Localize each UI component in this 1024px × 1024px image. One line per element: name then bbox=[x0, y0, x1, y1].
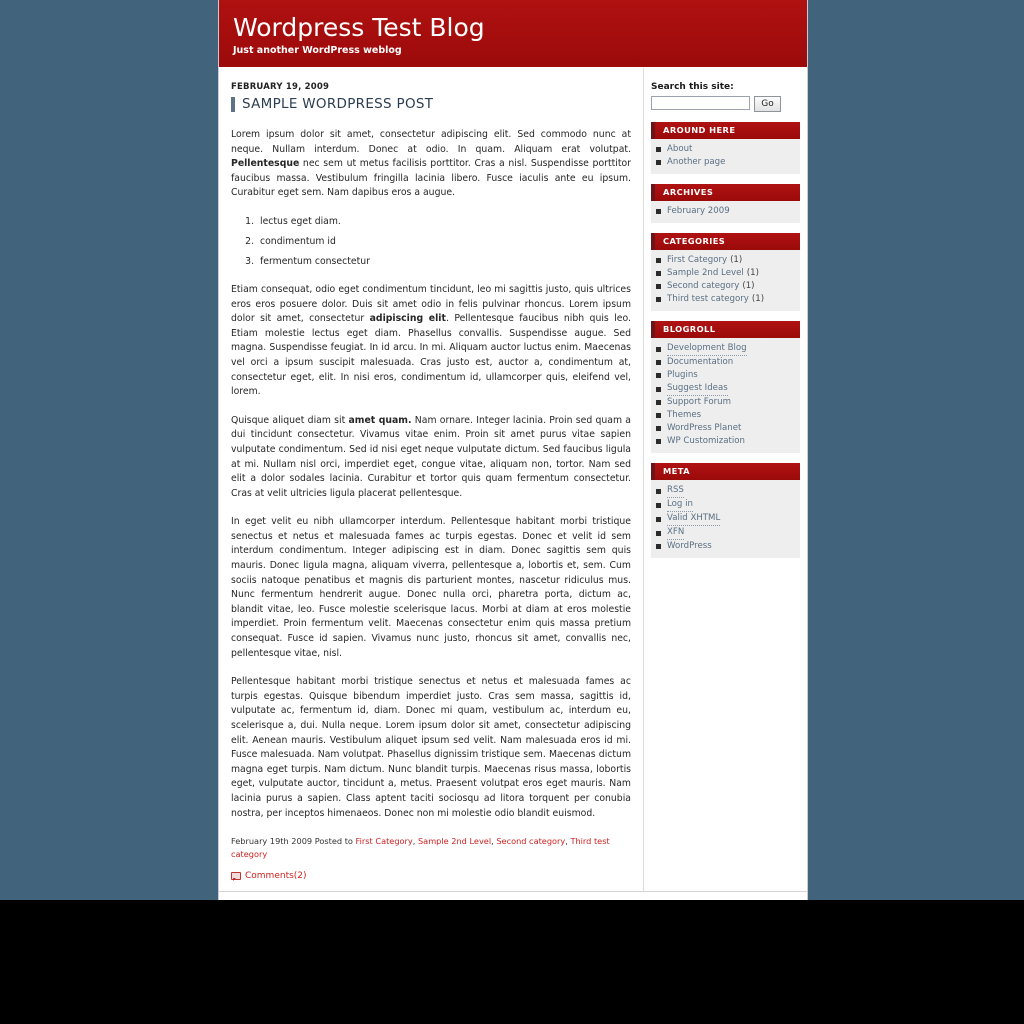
paragraph-text: nec sem ut metus facilisis porttitor. Cras a nisl. Suspendisse porttitor faucibus massa. Vestibulum fringilla lacinia libero. Fusce iaculis ante eu ipsum. Curabitur eget sem. Nam dapibus eros a augue. bbox=[231, 158, 631, 199]
widget-title: BLOGROLL bbox=[651, 321, 800, 338]
widget-list-item bbox=[651, 143, 800, 156]
comment-bubble-icon bbox=[231, 872, 241, 880]
widget-link[interactable]: WordPress bbox=[667, 541, 712, 551]
widget-link[interactable]: Support Forum bbox=[667, 397, 731, 407]
search-label: Search this site: bbox=[651, 82, 734, 92]
widget-link[interactable]: Valid XHTML bbox=[667, 512, 720, 526]
paragraph-text: Lorem ipsum dolor sit amet, consectetur adipiscing elit. Sed commodo nunc at neque. Nullam interdum. Donec at odio. In quam. Aliquam erat volutpat. bbox=[231, 129, 631, 155]
site-title: Wordpress Test Blog bbox=[233, 13, 485, 42]
widget-title: AROUND HERE bbox=[651, 122, 800, 139]
bullet-square-icon bbox=[656, 544, 661, 549]
post-date: FEBRUARY 19, 2009 bbox=[231, 82, 330, 92]
meta-separator: , bbox=[412, 836, 418, 847]
widget-link-count: (1) bbox=[746, 268, 759, 278]
widget-link[interactable]: Documentation bbox=[667, 357, 734, 367]
widget-link[interactable]: Plugins bbox=[667, 370, 698, 380]
widget-title: CATEGORIES bbox=[651, 233, 800, 250]
widget-title: ARCHIVES bbox=[651, 184, 800, 201]
post-title: SAMPLE WORDPRESS POST bbox=[242, 96, 434, 112]
bullet-square-icon bbox=[656, 517, 661, 522]
list-item: 1. lectus eget diam. bbox=[257, 215, 631, 229]
bullet-square-icon bbox=[656, 360, 661, 365]
widget-list-item bbox=[651, 409, 800, 422]
search-input[interactable] bbox=[651, 96, 750, 110]
widget-list-item bbox=[651, 512, 800, 526]
bullet-square-icon bbox=[656, 209, 661, 214]
bullet-square-icon bbox=[656, 271, 661, 276]
meta-category-link[interactable]: Sample 2nd Level bbox=[417, 836, 492, 847]
site-tagline: Just another WordPress weblog bbox=[233, 45, 402, 56]
bullet-square-icon bbox=[656, 147, 661, 152]
paragraph-bold: adipiscing elit bbox=[369, 313, 446, 325]
bullet-square-icon bbox=[656, 400, 661, 405]
list-item: 3. fermentum consectetur bbox=[257, 255, 631, 269]
post-meta bbox=[231, 835, 631, 861]
bullet-square-icon bbox=[656, 413, 661, 418]
widget-title: META bbox=[651, 463, 800, 480]
meta-separator: , bbox=[491, 836, 497, 847]
widget-link[interactable]: First Category bbox=[667, 255, 728, 265]
widget-link[interactable]: Log in bbox=[667, 498, 693, 512]
widget-list-item bbox=[651, 396, 800, 409]
widget-list bbox=[651, 254, 800, 306]
post-title-wrapper bbox=[231, 97, 631, 112]
bullet-square-icon bbox=[656, 489, 661, 494]
paragraph-text: Nam ornare. Integer lacinia. Proin sed quam a dui tincidunt consectetur. Vivamus vitae enim. Proin sit amet purus vitae sapien vulputate condimentum. Sed id nisi eget neque vulputate dictum. Sed faucibus ligula at mi. Nullam nisl orci, imperdiet eget, congue vitae, aliquam non, tortor. Nam sed elit a dolor sodales lacinia. Curabitur et tortor quis quam fermentum consectetur. Cras at velit ultricies ligula placerat pellentesque. bbox=[231, 414, 631, 499]
paragraph-text: . Pellentesque faucibus nibh quis leo. Etiam molestie lectus eget diam. Phasellus convallis. Suspendisse augue. Sed magna. Suspendisse feugiat. In id arcu. In mi. Aliquam auctor luctus enim. Maecenas vel orci a ipsum suscipit malesuada. Cras justo est, auctor a, condimentum at, consectetur eget, elit. In nisi eros, condimentum id, ullamcorper quis, eleifend vel, lorem. bbox=[231, 313, 631, 398]
paragraph-bold: amet quam. bbox=[348, 414, 412, 426]
widget-list-item bbox=[651, 293, 800, 306]
sidebar-widget bbox=[651, 233, 800, 311]
bullet-square-icon bbox=[656, 373, 661, 378]
widget-link-count: (1) bbox=[742, 281, 755, 291]
bullet-square-icon bbox=[656, 284, 661, 289]
widget-body bbox=[651, 139, 800, 174]
sidebar-widget bbox=[651, 122, 800, 174]
comments-line bbox=[231, 871, 631, 881]
widget-body bbox=[651, 201, 800, 223]
widget-list-item bbox=[651, 435, 800, 448]
widget-list-item bbox=[651, 484, 800, 498]
main-content bbox=[219, 68, 643, 891]
meta-category-link[interactable]: Third test category bbox=[231, 836, 610, 860]
bullet-square-icon bbox=[656, 387, 661, 392]
meta-category-link[interactable]: Second category bbox=[496, 836, 566, 847]
widget-link[interactable]: Third test category bbox=[667, 294, 749, 304]
widget-list-item bbox=[651, 422, 800, 435]
widget-link[interactable]: XFN bbox=[667, 526, 684, 540]
widget-link[interactable]: WordPress Planet bbox=[667, 423, 742, 433]
widget-list-item bbox=[651, 280, 800, 293]
widget-list-item bbox=[651, 540, 800, 553]
meta-category-link[interactable]: First Category bbox=[355, 836, 413, 847]
post-ordered-list bbox=[231, 215, 631, 269]
sidebar-widget bbox=[651, 463, 800, 558]
sidebar bbox=[644, 68, 807, 891]
widget-list bbox=[651, 205, 800, 218]
bullet-square-icon bbox=[656, 347, 661, 352]
widget-list-item bbox=[651, 205, 800, 218]
post-body bbox=[231, 128, 631, 821]
post-paragraph-3 bbox=[231, 414, 631, 502]
widget-link[interactable]: RSS bbox=[667, 484, 684, 498]
post-paragraph-2 bbox=[231, 283, 631, 400]
search-form bbox=[651, 96, 800, 112]
widget-list-item bbox=[651, 498, 800, 512]
bullet-square-icon bbox=[656, 439, 661, 444]
widget-body bbox=[651, 480, 800, 558]
widget-list-item bbox=[651, 156, 800, 169]
bullet-square-icon bbox=[656, 503, 661, 508]
widget-link[interactable]: Second category bbox=[667, 281, 740, 291]
widget-link[interactable]: Development Blog bbox=[667, 342, 747, 356]
page-columns bbox=[219, 68, 807, 891]
widget-list-item bbox=[651, 382, 800, 396]
paragraph-text: Quisque aliquet diam sit bbox=[231, 414, 349, 426]
post-paragraph-1 bbox=[231, 128, 631, 201]
title-accent-bar bbox=[231, 97, 235, 112]
list-item: 2. condimentum id bbox=[257, 235, 631, 249]
widget-link[interactable]: Sample 2nd Level bbox=[667, 268, 744, 278]
sidebar-widget bbox=[651, 184, 800, 223]
widget-list bbox=[651, 342, 800, 448]
screen-letterbox bbox=[0, 900, 1024, 1024]
widget-link-count: (1) bbox=[751, 294, 765, 304]
widget-list-item bbox=[651, 369, 800, 382]
meta-separator: , bbox=[565, 836, 571, 847]
widget-body bbox=[651, 338, 800, 453]
widget-link[interactable]: WP Customization bbox=[667, 436, 745, 446]
widget-link[interactable]: February 2009 bbox=[667, 206, 730, 216]
sidebar-widget bbox=[651, 321, 800, 453]
widget-list-item bbox=[651, 356, 800, 369]
bullet-square-icon bbox=[656, 297, 661, 302]
post-meta-prefix: February 19th 2009 Posted to bbox=[231, 836, 356, 847]
blog-page bbox=[218, 0, 808, 921]
post-paragraph-4: In eget velit eu nibh ullamcorper interdum. Pellentesque habitant morbi tristique senectus et netus et malesuada fames ac turpis egestas. Donec et velit id sem interdum condimentum. Integer adipiscing est in diam. Donec sagittis sem quis mauris. Donec ligula magna, aliquam viverra, pellentesque a, lobortis et, sem. Cum sociis natoque penatibus et magnis dis parturient montes, nascetur ridiculus mus. Nunc fermentum hendrerit augue. Donec nulla orci, pharetra porta, dictum ac, blandit vitae, leo. Fusce molestie scelerisque lacus. Morbi at diam at eros molestie imperdiet. Proin fermentum velit. Maecenas consectetur enim quis massa pretium consequat. Fusce id sapien. Vivamus nunc justo, rhoncus sit amet, convallis nec, pellentesque vitae, nisl. bbox=[231, 516, 631, 659]
bullet-square-icon bbox=[656, 258, 661, 263]
search-go-button[interactable]: Go bbox=[754, 96, 781, 112]
widget-list-item bbox=[651, 342, 800, 356]
widget-link[interactable]: Themes bbox=[667, 410, 702, 420]
widget-link-count: (1) bbox=[730, 255, 743, 265]
paragraph-text: Etiam consequat, odio eget condimentum tincidunt, leo mi sagittis justo, quis ultrices eros eros posuere dolor. Duis sit amet odio in felis pulvinar rhoncus. Lorem ipsum dolor sit amet, consectetur bbox=[231, 283, 631, 325]
widget-list bbox=[651, 484, 800, 553]
widget-list-item bbox=[651, 526, 800, 540]
sidebar-widgets bbox=[651, 122, 800, 558]
widget-link[interactable]: About bbox=[667, 144, 693, 154]
bullet-square-icon bbox=[656, 426, 661, 431]
site-header bbox=[219, 0, 807, 68]
post-paragraph-5: Pellentesque habitant morbi tristique senectus et netus et malesuada fames ac turpis egestas. Quisque bibendum imperdiet justo. Cras sem massa, sagittis id, vulputate ac, fermentum id, diam. Donec mi quam, vestibulum ac, interdum eu, scelerisque a, dui. Nulla neque. Lorem ipsum dolor sit amet, consectetur adipiscing elit. Aenean mauris. Vestibulum aliquet ipsum sed velit. Nam malesuada eros id mi. Fusce malesuada. Nam volutpat. Phasellus dignissim tristique sem. Maecenas dictum magna eget turpis. Nam dictum. Nunc blandit turpis. Maecenas risus massa, lobortis eget, vulputate auctor, tincidunt a, metus. Praesent volutpat eros eget mauris. Nam lacinia purus a sapien. Class aptent taciti sociosqu ad litora torquent per conubia nostra, per inceptos himenaeos. Donec non mi molestie odio blandit euismod. bbox=[231, 676, 631, 819]
widget-list bbox=[651, 143, 800, 169]
widget-list-item bbox=[651, 267, 800, 280]
bullet-square-icon bbox=[656, 531, 661, 536]
bullet-square-icon bbox=[656, 160, 661, 165]
widget-link[interactable]: Another page bbox=[667, 157, 726, 167]
widget-list-item bbox=[651, 254, 800, 267]
widget-link[interactable]: Suggest Ideas bbox=[667, 382, 728, 396]
paragraph-bold: Pellentesque bbox=[231, 158, 300, 170]
comments-link[interactable]: Comments(2) bbox=[245, 871, 307, 882]
widget-body bbox=[651, 250, 800, 311]
